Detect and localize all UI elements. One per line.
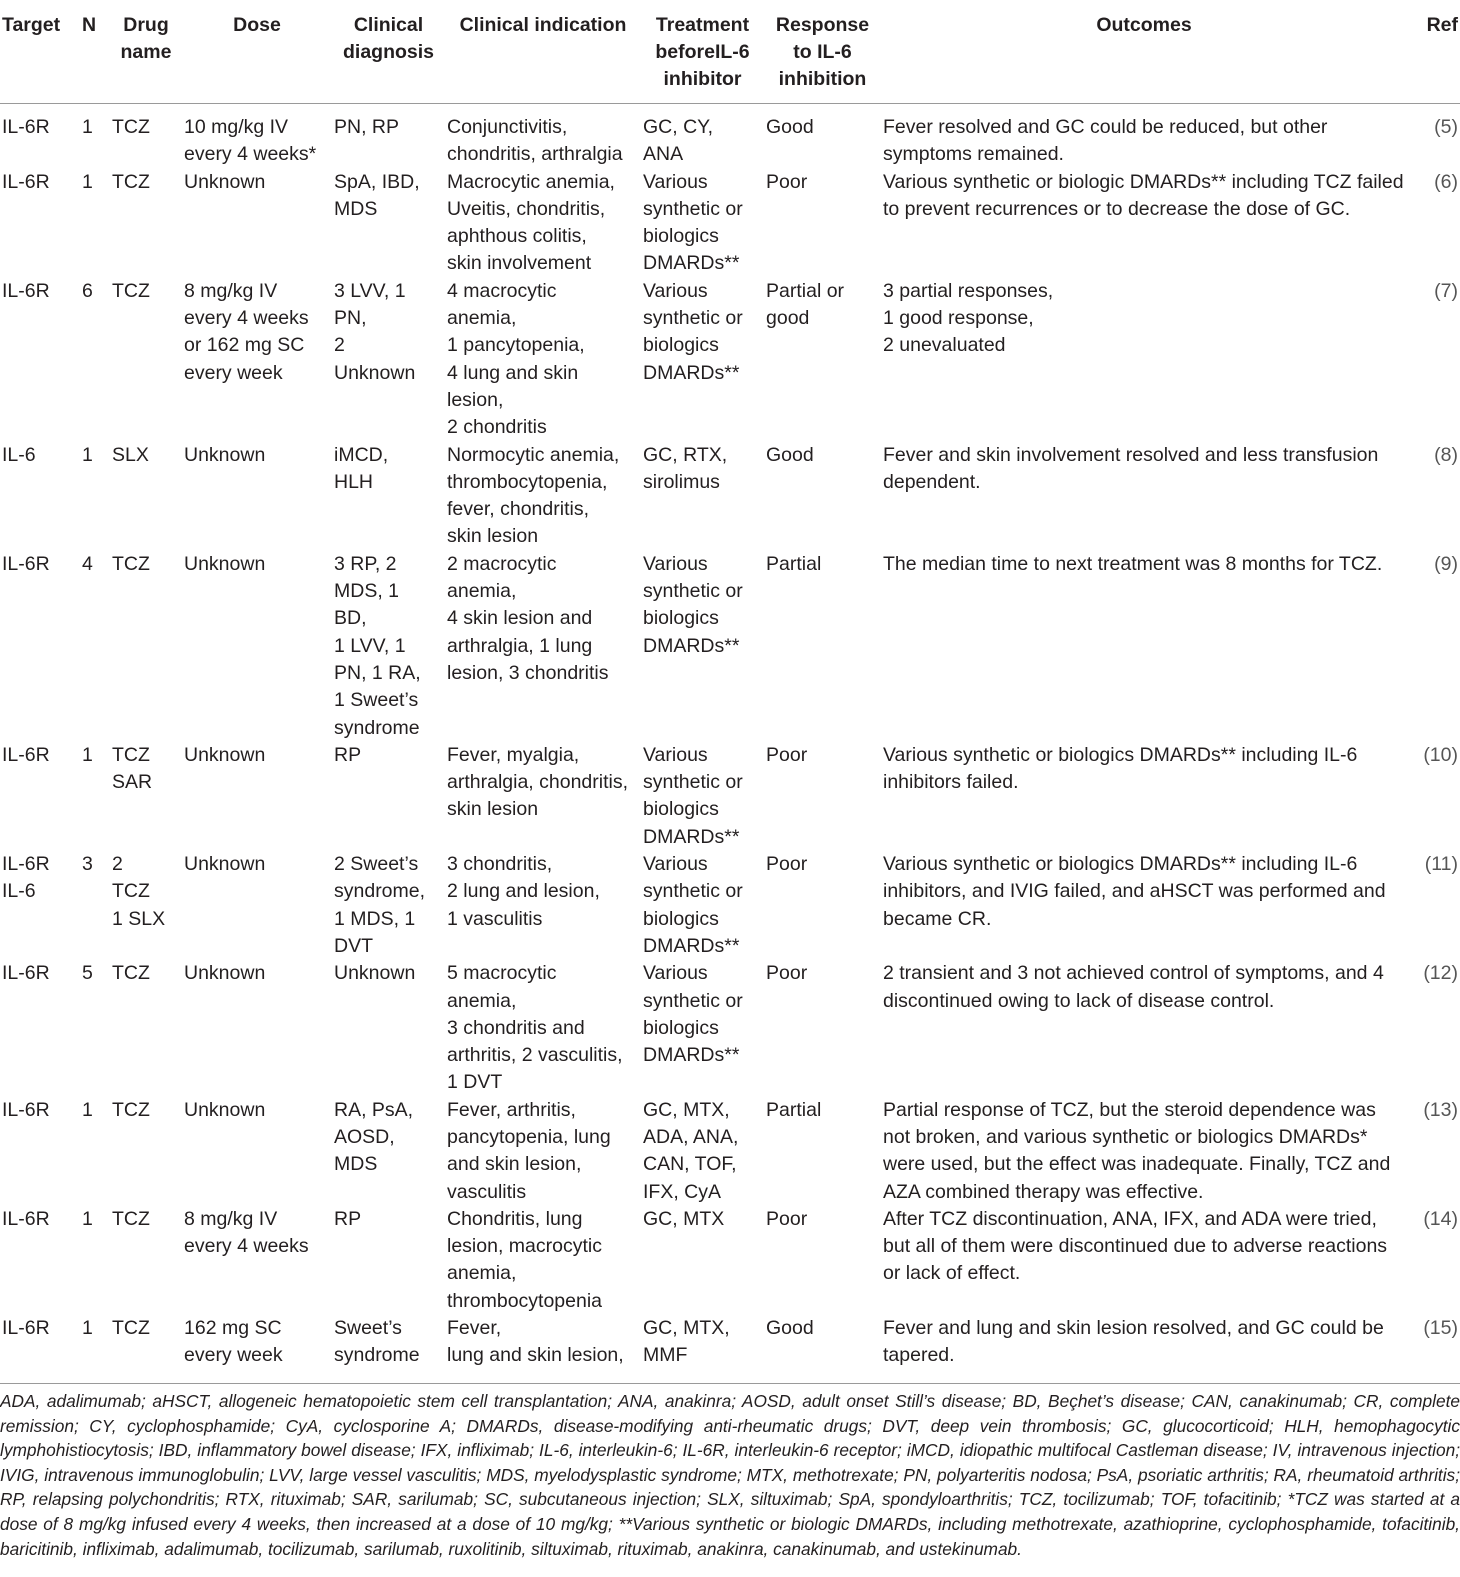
header-row [0,6,1460,104]
cell-ref: (8) [1434,443,1458,466]
cell-target: IL-6R IL-6 [2,853,50,903]
cell-drug-name: TCZ [112,552,150,575]
cell-n: 6 [82,279,93,302]
cell-clinical-diagnosis: Sweet’s syndrome [334,1317,420,1367]
cell-target: IL-6R [2,170,50,193]
cell-n: 3 [82,853,93,876]
table-row [0,851,1460,960]
cell-clinical-diagnosis: RP [334,1207,362,1230]
header-dose: Dose [182,6,332,104]
cell-treatment-before: GC, CY, ANA [643,116,714,166]
cell-ref: (7) [1434,279,1458,302]
cell-target: IL-6R [2,1098,50,1121]
cell-clinical-indication: 3 chondritis, 2 lung and lesion, 1 vasculitis [447,853,600,930]
cell-ref: (13) [1423,1098,1458,1121]
header-drug-name: Drug name [110,6,182,104]
cell-dose: Unknown [184,170,266,193]
cell-outcomes: Various synthetic or biologics DMARDs** including IL-6 inhibitors, and IVIG failed, and aHSCT was performed and became CR. [883,853,1386,930]
cell-n: 1 [82,743,93,766]
cell-dose: 8 mg/kg IV every 4 weeks [184,1207,309,1258]
cell-clinical-indication: Fever, myalgia, arthralgia, chondritis, skin lesion [447,743,629,821]
cell-treatment-before: Various synthetic or biologics DMARDs** [643,853,743,957]
cell-clinical-indication: Fever, lung and skin lesion, [447,1317,624,1367]
cell-n: 1 [82,1098,93,1121]
cell-treatment-before: Various synthetic or biologics DMARDs** [643,279,743,384]
cell-clinical-diagnosis: iMCD, HLH [334,443,389,493]
cell-clinical-indication: Conjunctivitis, chondritis, arthralgia [447,116,623,166]
cell-response: Poor [766,853,808,876]
cell-outcomes: Fever resolved and GC could be reduced, but other symptoms remained. [883,116,1328,166]
header-clinical-indication: Clinical indication [445,6,641,104]
cell-clinical-diagnosis: 2 Sweet’s syndrome, 1 MDS, 1 DVT [334,853,426,957]
cell-outcomes: Fever and lung and skin lesion resolved, and GC could be tapered. [883,1317,1384,1367]
cell-clinical-indication: 5 macrocytic anemia, 3 chondritis and arthritis, 2 vasculitis, 1 DVT [447,962,623,1094]
cell-treatment-before: GC, MTX [643,1207,725,1230]
cell-target: IL-6R [2,962,50,985]
cell-treatment-before: GC, RTX, sirolimus [643,443,728,493]
cell-dose: 10 mg/kg IV every 4 weeks* [184,116,317,166]
cell-response: Poor [766,1207,808,1230]
cell-clinical-indication: Normocytic anemia, thrombocytopenia, fever, chondritis, skin lesion [447,443,620,548]
cell-clinical-indication: Fever, arthritis, pancytopenia, lung and skin lesion, vasculitis [447,1098,611,1203]
cell-clinical-diagnosis: RA, PsA, AOSD, MDS [334,1098,414,1176]
cell-treatment-before: Various synthetic or biologics DMARDs** [643,170,743,275]
cell-response: Poor [766,743,808,766]
cell-treatment-before: Various synthetic or biologics DMARDs** [643,552,743,657]
cell-outcomes: The median time to next treatment was 8 months for TCZ. [883,552,1383,575]
cell-dose: Unknown [184,1098,266,1121]
cell-drug-name: TCZ [112,1207,150,1230]
cell-drug-name: TCZ [112,170,150,193]
cell-treatment-before: GC, MTX, MMF [643,1317,730,1367]
cell-response: Partial [766,552,822,575]
cell-drug-name: TCZ [112,1098,150,1121]
cell-target: IL-6 [2,443,36,466]
cell-clinical-indication: 2 macrocytic anemia, 4 skin lesion and arthralgia, 1 lung lesion, 3 chondritis [447,552,609,684]
cell-target: IL-6R [2,743,50,766]
cell-ref: (11) [1424,853,1458,876]
cell-drug-name: TCZ [112,279,150,302]
header-n: N [80,6,110,104]
il6-inhibitor-table [0,6,1460,1370]
cell-n: 1 [82,170,93,193]
cell-n: 1 [82,116,93,138]
cell-dose: Unknown [184,443,266,466]
table-row [0,1206,1460,1315]
table-row [0,742,1460,851]
cell-drug-name: SLX [112,443,149,466]
cell-ref: (14) [1423,1207,1458,1230]
cell-target: IL-6R [2,1317,50,1340]
cell-n: 4 [82,552,93,575]
cell-drug-name: TCZ [112,962,150,985]
cell-outcomes: Various synthetic or biologic DMARDs** including TCZ failed to prevent recurrences or to decrease the dose of GC. [883,170,1404,220]
cell-response: Partial [766,1098,822,1121]
table-row [0,1097,1460,1206]
header-ref: Ref [1407,6,1460,104]
cell-target: IL-6R [2,1207,50,1230]
cell-ref: (12) [1423,962,1458,985]
table-row [0,278,1460,442]
cell-target: IL-6R [2,116,50,138]
cell-target: IL-6R [2,279,50,302]
table-body [0,104,1460,1370]
table-row [0,1315,1460,1370]
cell-clinical-diagnosis: 3 RP, 2 MDS, 1 BD, 1 LVV, 1 PN, 1 RA, 1 Sweet’s syndrome [334,552,421,739]
cell-clinical-diagnosis: SpA, IBD, MDS [334,170,420,220]
table-row [0,169,1460,278]
cell-response: Poor [766,170,808,193]
cell-dose: Unknown [184,552,266,575]
cell-outcomes: 2 transient and 3 not achieved control of symptoms, and 4 discontinued owing to lack of disease control. [883,962,1384,1012]
table-row [0,551,1460,742]
cell-ref: (15) [1423,1317,1458,1340]
cell-response: Good [766,443,814,466]
header-clinical-diagnosis: Clinical diagnosis [332,6,445,104]
cell-clinical-diagnosis: RP [334,743,362,766]
cell-n: 1 [82,443,93,466]
cell-response: Good [766,116,814,138]
cell-drug-name: TCZ [112,1317,150,1340]
cell-response: Poor [766,962,808,985]
cell-target: IL-6R [2,552,50,575]
cell-clinical-diagnosis: Unknown [334,962,416,985]
cell-outcomes: Partial response of TCZ, but the steroid dependence was not broken, and various synthetic or biologics DMARDs* were used, but the effect was inadequate. Finally, TCZ and AZA combined therapy was effective. [883,1098,1391,1203]
cell-drug-name: TCZ SAR [112,743,153,794]
cell-clinical-indication: Macrocytic anemia, Uveitis, chondritis, aphthous colitis, skin involvement [447,170,615,275]
cell-ref: (5) [1434,116,1458,138]
cell-n: 1 [82,1317,93,1340]
cell-dose: Unknown [184,962,266,985]
table-row [0,442,1460,551]
cell-dose: 8 mg/kg IV every 4 weeks or 162 mg SC every week [184,279,309,384]
cell-dose: 162 mg SC every week [184,1317,283,1367]
cell-n: 5 [82,962,93,985]
cell-clinical-diagnosis: 3 LVV, 1 PN, 2 Unknown [334,279,416,384]
cell-ref: (6) [1434,170,1458,193]
table-row [0,104,1460,169]
cell-treatment-before: Various synthetic or biologics DMARDs** [643,743,743,848]
table-footnote: ADA, adalimumab; aHSCT, allogeneic hematopoietic stem cell transplantation; ANA, anakinra; AOSD, adult onset Still’s disease; BD, Beçhet’s disease; CAN, canakinumab; CR, complete remission; CY, cyclophosphamide; CyA, cyclosporine A; DMARDs, disease-modifying anti-rheumatic drugs; DVT, deep vein thrombosis; GC, glucocorticoid; HLH, hemophagocytic lymphohistiocytosis; IBD, inflammatory bowel disease; IFX, infliximab; IL-6, interleukin-6; IL-6R, interleukin-6 receptor; iMCD, idiopathic multifocal Castleman disease; IV, intravenous injection; IVIG, intravenous immunoglobulin; LVV, large vessel vasculitis; MDS, myelodysplastic syndrome; MTX, methotrexate; PN, polyarteritis nodosa; PsA, psoriatic arthritis; RA, rheumatoid arthritis; RP, relapsing polychondritis; RTX, rituximab; SAR, sarilumab; SC, subcutaneous injection; SLX, siltuximab; SpA, spondyloarthritis; TCZ, tocilizumab; TOF, tofacitinib; *TCZ was started at a dose of 8 mg/kg infused every 4 weeks, then increased at a dose of 10 mg/kg; **Various synthetic or biologic DMARDs, including methotrexate, azathioprine, cyclophosphamide, tofacitinib, baricitinib, infliximab, adalimumab, tocilizumab, sarilumab, ruxolitinib, siltuximab, rituximab, anakinra, canakinumab, and ustekinumab. [0,1383,1460,1561]
cell-dose: Unknown [184,853,266,876]
header-treatment-before: Treatment beforeIL-6 inhibitor [641,6,764,104]
cell-ref: (9) [1434,552,1458,575]
cell-clinical-indication: Chondritis, lung lesion, macrocytic anemia, thrombocytopenia [447,1207,603,1312]
cell-response: Partial or good [766,279,845,330]
cell-clinical-diagnosis: PN, RP [334,116,400,138]
table-row [0,960,1460,1096]
cell-outcomes: Fever and skin involvement resolved and less transfusion dependent. [883,443,1379,493]
cell-treatment-before: GC, MTX, ADA, ANA, CAN, TOF, IFX, CyA [643,1098,739,1203]
cell-dose: Unknown [184,743,266,766]
cell-n: 1 [82,1207,93,1230]
cell-response: Good [766,1317,814,1340]
header-outcomes: Outcomes [881,6,1407,104]
cell-outcomes: 3 partial responses, 1 good response, 2 unevaluated [883,279,1054,357]
cell-ref: (10) [1423,743,1458,766]
cell-drug-name: TCZ [112,116,150,138]
cell-treatment-before: Various synthetic or biologics DMARDs** [643,962,743,1067]
cell-clinical-indication: 4 macrocytic anemia, 1 pancytopenia, 4 lung and skin lesion, 2 chondritis [447,279,585,439]
header-target: Target [0,6,80,104]
cell-outcomes: Various synthetic or biologics DMARDs** including IL-6 inhibitors failed. [883,743,1358,794]
cell-drug-name: 2 TCZ 1 SLX [112,853,166,930]
cell-outcomes: After TCZ discontinuation, ANA, IFX, and ADA were tried, but all of them were discontinued due to adverse reactions or lack of effect. [883,1207,1388,1285]
header-response: Response to IL-6 inhibition [764,6,881,104]
